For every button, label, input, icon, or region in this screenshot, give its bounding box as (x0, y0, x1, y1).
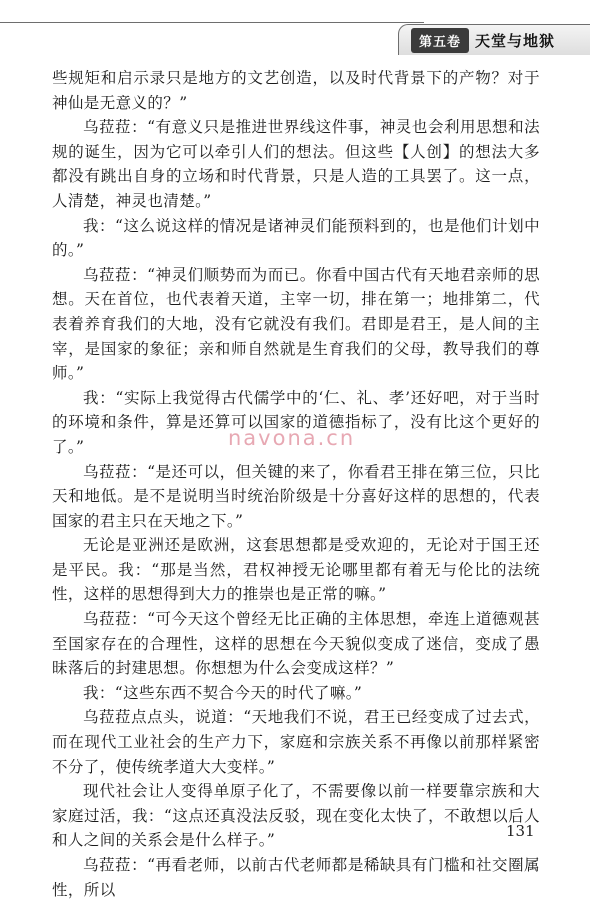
header-rule-left (0, 22, 424, 23)
paragraph: 现代社会让人变得单原子化了，不需要像以前一样要靠宗族和大家庭过活，我：“这点还真没法反驳，现在变化太快了，不敢想以后人和人之间的关系会是什么样子。” (52, 782, 540, 850)
paragraph: 些规矩和启示录只是地方的文艺创造，以及时代背景下的产物？对于神仙是无意义的？” (52, 69, 540, 112)
paragraph: 乌菈菈：“是还可以，但关键的来了，你看君王排在第三位，只比天和地低。是不是说明当时统治阶级是十分喜好这样的思想的，代表国家的君主只在天地之下。” (52, 462, 540, 530)
body-text (52, 66, 540, 902)
volume-badge: 第五卷 (411, 28, 469, 53)
paragraph: 乌菈菈：“可今天这个曾经无比正确的主体思想，牵连上道德观甚至国家存在的合理性，这样的思想在今天貌似变成了迷信，变成了愚昧落后的封建思想。你想想为什么会变成这样？” (52, 610, 540, 678)
paragraph: 乌菈菈点点头，说道：“天地我们不说，君王已经变成了过去式，而在现代工业社会的生产力下，家庭和宗族关系不再像以前那样紧密不分了，使传统孝道大大变样。” (52, 708, 540, 776)
paragraph: 我：“这些东西不契合今天的时代了嘛。” (83, 683, 363, 702)
paragraph: 我：“实际上我觉得古代儒学中的‘仁、礼、孝’还好吧，对于当时的环境和条件，算是还算可以国家的道德指标了，没有比这个更好的了。” (52, 388, 540, 456)
header-tab (398, 24, 590, 55)
paragraph: 乌菈菈：“有意义只是推进世界线这件事，神灵也会利用思想和法规的诞生，因为它可以牵引人们的想法。但这些【人创】的想法大多都没有跳出自身的立场和时代背景，只是人造的工具罢了。这一点，人清楚，神灵也清楚。” (52, 118, 540, 210)
page-number: 131 (506, 822, 535, 840)
paragraph: 乌菈菈：“神灵们顺势而为而已。你看中国古代有天地君亲师的思想。天在首位，也代表着天道，主宰一切，排在第一；地排第二，代表着养育我们的大地，没有它就没有我们。君即是君王，是人间的主宰，是国家的象征；亲和师自然就是生育我们的父母，教导我们的尊师。” (52, 265, 540, 383)
running-header (0, 0, 590, 62)
watermark: navona.cn (228, 426, 356, 450)
paragraph: 无论是亚洲还是欧洲，这套思想都是受欢迎的，无论对于国王还是平民。我：“那是当然，君权神授无论哪里都有着无与伦比的法统性，这样的思想得到大力的推崇也是正常的嘛。” (52, 536, 540, 604)
paragraph: 我：“这么说这样的情况是诸神灵们能预料到的，也是他们计划中的。” (52, 216, 540, 260)
chapter-title: 天堂与地狱 (475, 31, 556, 50)
paragraph: 乌菈菈：“再看老师，以前古代老师都是稀缺具有门槛和社交圈属性，所以 (52, 856, 540, 899)
